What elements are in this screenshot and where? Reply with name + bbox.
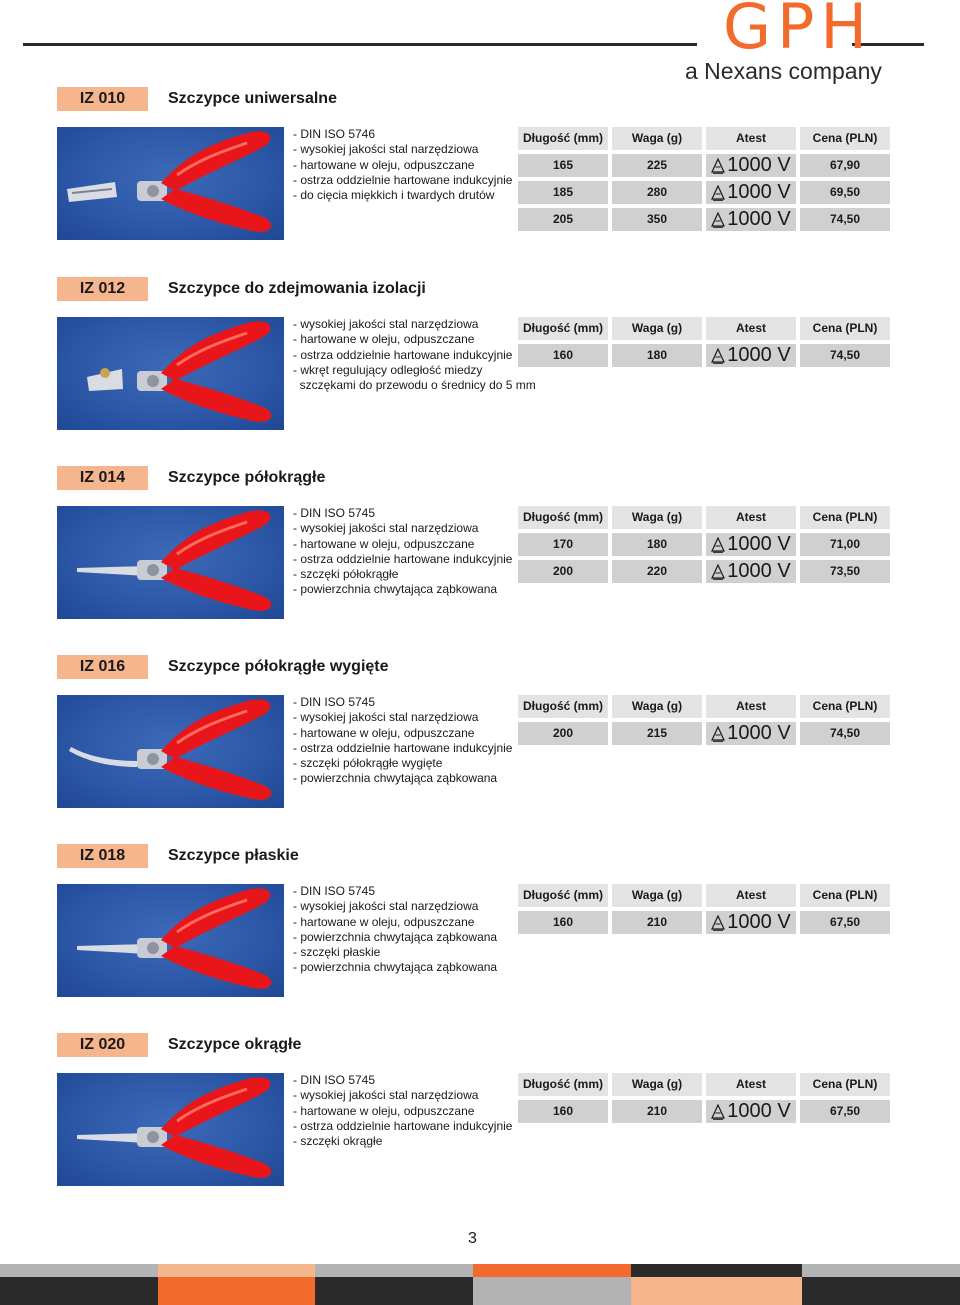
- atest-value: 1000 V: [727, 154, 791, 176]
- footer-segment: [631, 1264, 802, 1277]
- weight-cell: 225: [612, 154, 702, 177]
- price-cell: 74,50: [800, 208, 890, 231]
- feature-item: - DIN ISO 5745: [293, 506, 376, 520]
- product-photo: [57, 695, 284, 808]
- feature-list: [293, 695, 518, 787]
- feature-item: - DIN ISO 5745: [293, 1073, 376, 1087]
- length-cell: 165: [518, 154, 608, 177]
- logo-text: GPH: [723, 0, 874, 63]
- column-header: Długość (mm): [518, 884, 608, 907]
- column-header: Cena (PLN): [800, 1073, 890, 1096]
- atest-value: 1000 V: [727, 722, 791, 744]
- product-name: Szczypce płaskie: [168, 847, 299, 864]
- spec-table: [518, 884, 891, 938]
- atest-value: 1000 V: [727, 533, 791, 555]
- column-header: Cena (PLN): [800, 317, 890, 340]
- column-header: Cena (PLN): [800, 506, 890, 529]
- product-photo: [57, 884, 284, 997]
- feature-item: - hartowane w oleju, odpuszczane: [293, 332, 475, 347]
- pliers-image: [57, 1073, 284, 1186]
- spec-table-row: [518, 911, 891, 934]
- footer-segment: [473, 1277, 631, 1305]
- footer-segment: [473, 1264, 631, 1277]
- spec-table-row: [518, 533, 891, 556]
- feature-list: [293, 1073, 518, 1149]
- product-section: [0, 655, 960, 845]
- column-header: Długość (mm): [518, 1073, 608, 1096]
- atest-value: 1000 V: [727, 1100, 791, 1122]
- atest-cell: [706, 344, 796, 367]
- product-name: Szczypce półokrągłe: [168, 469, 326, 486]
- feature-item: - ostrza oddzielnie hartowane indukcyjnie: [293, 1118, 513, 1133]
- feature-item: - powierzchnia chwytająca ząbkowana: [293, 960, 498, 975]
- footer-segment: [0, 1264, 158, 1277]
- column-header: Waga (g): [612, 884, 702, 907]
- atest-cell: [706, 208, 796, 231]
- price-cell: 74,50: [800, 344, 890, 367]
- column-header: Atest: [706, 884, 796, 907]
- column-header: Atest: [706, 317, 796, 340]
- product-section: [0, 466, 960, 656]
- column-header: Cena (PLN): [800, 884, 890, 907]
- product-photo: [57, 317, 284, 430]
- footer-segment: [0, 1277, 158, 1305]
- column-header: Atest: [706, 506, 796, 529]
- feature-item: - DIN ISO 5745: [293, 695, 376, 709]
- weight-cell: 215: [612, 722, 702, 745]
- feature-item: - do cięcia miękkich i twardych drutów: [293, 188, 495, 203]
- spec-table-header: [518, 127, 891, 150]
- spec-table: [518, 127, 891, 235]
- atest-value: 1000 V: [727, 208, 791, 230]
- atest-value: 1000 V: [727, 911, 791, 933]
- footer-segment: [315, 1264, 473, 1277]
- column-header: Waga (g): [612, 1073, 702, 1096]
- weight-cell: 180: [612, 344, 702, 367]
- length-cell: 200: [518, 560, 608, 583]
- atest-value: 1000 V: [727, 344, 791, 366]
- length-cell: 160: [518, 911, 608, 934]
- product-photo: [57, 506, 284, 619]
- feature-item: - ostrza oddzielnie hartowane indukcyjnie: [293, 740, 513, 755]
- feature-item: - wysokiej jakości stal narzędziowa: [293, 1088, 479, 1103]
- product-name: Szczypce do zdejmowania izolacji: [168, 280, 426, 297]
- column-header: Atest: [706, 127, 796, 150]
- product-photo: [57, 127, 284, 240]
- spec-table-row: [518, 208, 891, 231]
- feature-list: [293, 884, 518, 976]
- weight-cell: 210: [612, 911, 702, 934]
- weight-cell: 280: [612, 181, 702, 204]
- column-header: Długość (mm): [518, 317, 608, 340]
- product-code: IZ 020: [57, 1033, 148, 1057]
- insulation-triangle-icon: [711, 537, 725, 553]
- product-code: IZ 014: [57, 466, 148, 490]
- spec-table: [518, 317, 891, 371]
- atest-cell: [706, 722, 796, 745]
- insulation-triangle-icon: [711, 564, 725, 580]
- product-section: [0, 844, 960, 1034]
- atest-value: 1000 V: [727, 181, 791, 203]
- column-header: Cena (PLN): [800, 127, 890, 150]
- spec-table-row: [518, 1100, 891, 1123]
- spec-table-header: [518, 884, 891, 907]
- spec-table-row: [518, 181, 891, 204]
- price-cell: 67,50: [800, 911, 890, 934]
- feature-list: [293, 317, 536, 393]
- insulation-triangle-icon: [711, 915, 725, 931]
- product-name: Szczypce uniwersalne: [168, 90, 337, 107]
- header-rule-left: [23, 43, 697, 46]
- insulation-triangle-icon: [711, 158, 725, 174]
- feature-item: - szczęki okrągłe: [293, 1134, 383, 1149]
- feature-item: - wkręt regulujący odległość miedzy: [293, 362, 483, 377]
- price-cell: 67,50: [800, 1100, 890, 1123]
- footer-segment: [158, 1264, 315, 1277]
- feature-item: szczękami do przewodu o średnicy do 5 mm: [293, 378, 536, 393]
- feature-item: - hartowane w oleju, odpuszczane: [293, 725, 475, 740]
- feature-item: - ostrza oddzielnie hartowane indukcyjnie: [293, 551, 513, 566]
- product-section: [0, 277, 960, 467]
- logo-tagline: a Nexans company: [685, 58, 882, 84]
- feature-item: - wysokiej jakości stal narzędziowa: [293, 142, 479, 157]
- feature-item: - ostrza oddzielnie hartowane indukcyjnie: [293, 172, 513, 187]
- feature-item: - powierzchnia chwytająca ząbkowana: [293, 771, 498, 786]
- spec-table-header: [518, 695, 891, 718]
- column-header: Cena (PLN): [800, 695, 890, 718]
- insulation-triangle-icon: [711, 348, 725, 364]
- spec-table-row: [518, 154, 891, 177]
- length-cell: 205: [518, 208, 608, 231]
- feature-item: - hartowane w oleju, odpuszczane: [293, 157, 475, 172]
- length-cell: 160: [518, 344, 608, 367]
- spec-table-header: [518, 317, 891, 340]
- feature-item: - hartowane w oleju, odpuszczane: [293, 914, 475, 929]
- column-header: Waga (g): [612, 317, 702, 340]
- spec-table: [518, 695, 891, 749]
- feature-item: - wysokiej jakości stal narzędziowa: [293, 899, 479, 914]
- price-cell: 74,50: [800, 722, 890, 745]
- price-cell: 69,50: [800, 181, 890, 204]
- atest-cell: [706, 181, 796, 204]
- feature-item: - szczęki płaskie: [293, 945, 381, 960]
- length-cell: 170: [518, 533, 608, 556]
- product-section: [0, 1033, 960, 1223]
- column-header: Długość (mm): [518, 506, 608, 529]
- insulation-triangle-icon: [711, 212, 725, 228]
- page-number: 3: [468, 1230, 477, 1247]
- feature-list: [293, 506, 518, 598]
- weight-cell: 350: [612, 208, 702, 231]
- product-code: IZ 018: [57, 844, 148, 868]
- atest-cell: [706, 560, 796, 583]
- price-cell: 73,50: [800, 560, 890, 583]
- atest-cell: [706, 1100, 796, 1123]
- pliers-image: [57, 506, 284, 619]
- feature-item: - powierzchnia chwytająca ząbkowana: [293, 929, 498, 944]
- feature-item: - wysokiej jakości stal narzędziowa: [293, 710, 479, 725]
- product-name: Szczypce okrągłe: [168, 1036, 302, 1053]
- feature-item: - hartowane w oleju, odpuszczane: [293, 1103, 475, 1118]
- spec-table: [518, 506, 891, 587]
- atest-cell: [706, 533, 796, 556]
- weight-cell: 210: [612, 1100, 702, 1123]
- length-cell: 185: [518, 181, 608, 204]
- product-code: IZ 016: [57, 655, 148, 679]
- feature-list: [293, 127, 518, 203]
- feature-item: - szczęki półokrągłe: [293, 567, 399, 582]
- pliers-image: [57, 317, 284, 430]
- feature-item: - DIN ISO 5745: [293, 884, 376, 898]
- feature-item: - szczęki półokrągłe wygięte: [293, 756, 443, 771]
- atest-value: 1000 V: [727, 560, 791, 582]
- column-header: Waga (g): [612, 127, 702, 150]
- price-cell: 67,90: [800, 154, 890, 177]
- gph-logo: [683, 0, 882, 90]
- product-photo: [57, 1073, 284, 1186]
- pliers-image: [57, 695, 284, 808]
- pliers-image: [57, 884, 284, 997]
- price-cell: 71,00: [800, 533, 890, 556]
- weight-cell: 220: [612, 560, 702, 583]
- footer-segment: [631, 1277, 802, 1305]
- spec-table: [518, 1073, 891, 1127]
- spec-table-row: [518, 722, 891, 745]
- spec-table-row: [518, 344, 891, 367]
- product-code: IZ 010: [57, 87, 148, 111]
- feature-item: - DIN ISO 5746: [293, 127, 376, 141]
- footer-segment: [802, 1264, 960, 1277]
- feature-item: - wysokiej jakości stal narzędziowa: [293, 317, 479, 331]
- footer-segment: [158, 1277, 315, 1305]
- feature-item: - powierzchnia chwytająca ząbkowana: [293, 582, 498, 597]
- product-section: [0, 87, 960, 277]
- footer-segment: [315, 1277, 473, 1305]
- product-code: IZ 012: [57, 277, 148, 301]
- length-cell: 200: [518, 722, 608, 745]
- pliers-image: [57, 127, 284, 240]
- footer-segment: [802, 1277, 960, 1305]
- feature-item: - wysokiej jakości stal narzędziowa: [293, 521, 479, 536]
- column-header: Atest: [706, 1073, 796, 1096]
- column-header: Długość (mm): [518, 127, 608, 150]
- insulation-triangle-icon: [711, 1104, 725, 1120]
- feature-item: - hartowane w oleju, odpuszczane: [293, 536, 475, 551]
- spec-table-header: [518, 506, 891, 529]
- column-header: Długość (mm): [518, 695, 608, 718]
- column-header: Waga (g): [612, 506, 702, 529]
- weight-cell: 180: [612, 533, 702, 556]
- atest-cell: [706, 154, 796, 177]
- column-header: Atest: [706, 695, 796, 718]
- length-cell: 160: [518, 1100, 608, 1123]
- atest-cell: [706, 911, 796, 934]
- spec-table-header: [518, 1073, 891, 1096]
- footer-color-bar: [0, 1264, 960, 1305]
- insulation-triangle-icon: [711, 185, 725, 201]
- insulation-triangle-icon: [711, 726, 725, 742]
- product-name: Szczypce półokrągłe wygięte: [168, 658, 389, 675]
- column-header: Waga (g): [612, 695, 702, 718]
- spec-table-row: [518, 560, 891, 583]
- feature-item: - ostrza oddzielnie hartowane indukcyjnie: [293, 347, 513, 362]
